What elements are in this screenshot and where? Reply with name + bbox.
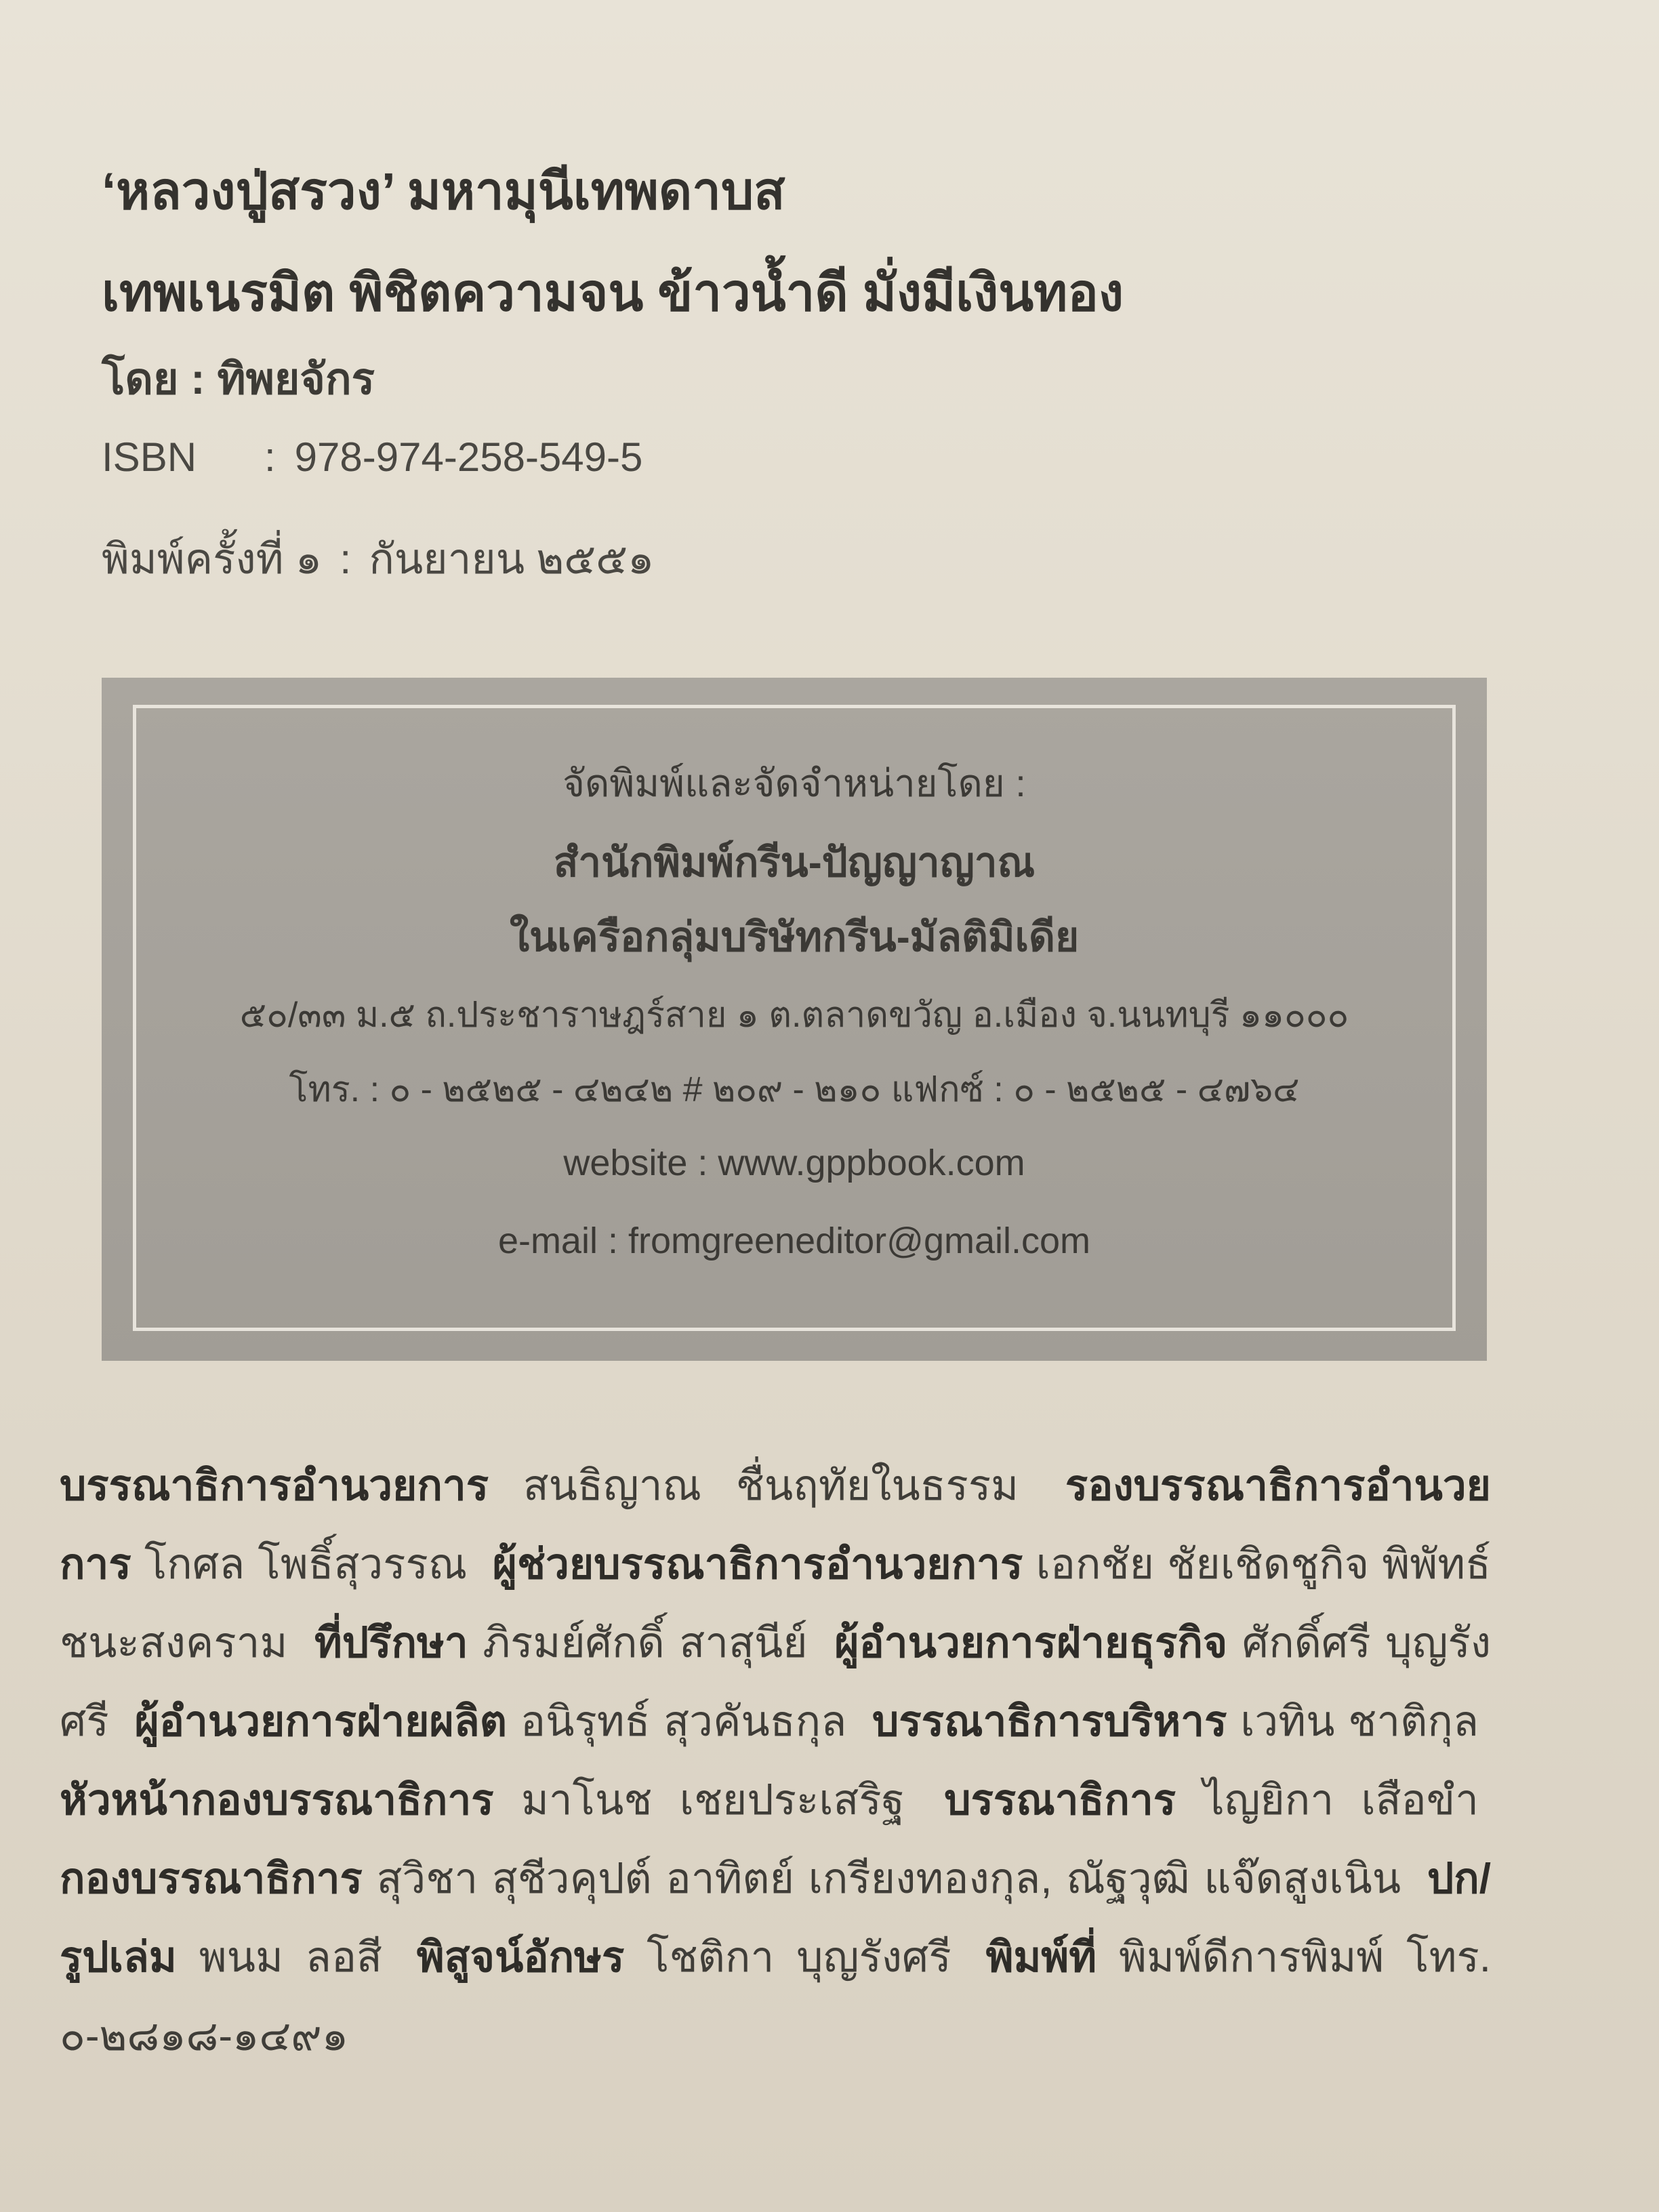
print-edition-line — [102, 526, 672, 592]
credit-role: พิมพ์ที่ — [985, 1934, 1097, 1981]
publisher-intro: จัดพิมพ์และจัดจำหน่ายโดย : — [562, 762, 1026, 804]
credit-name: ศักดิ์ศรี บุญรังศรี — [60, 1620, 1491, 1745]
credit-role: พิสูจน์อักษร — [416, 1934, 625, 1981]
isbn-line — [102, 434, 642, 480]
book-subtitle: เทพเนรมิต พิชิตความจน ข้าวน้ำดี มั่งมีเงินทอง — [102, 264, 1124, 322]
credit-name: อนิรุทธ์ สุวคันธกุล — [520, 1698, 847, 1745]
publisher-name: สำนักพิมพ์กรีน-ปัญญาญาณ — [553, 840, 1036, 885]
credit-role: ผู้อำนวยการฝ่ายธุรกิจ — [834, 1620, 1228, 1666]
credit-name: เอกชัย ชัยเชิดชูกิจ พิพัทธ์ ชนะสงคราม — [60, 1541, 1491, 1666]
credit-name: สนธิญาณ ชื่นฤทัยในธรรม — [523, 1462, 1019, 1509]
publisher-box-frame — [133, 705, 1456, 1331]
isbn-value: 978-974-258-549-5 — [294, 434, 643, 480]
credit-role: กองบรรณาธิการ — [60, 1856, 363, 1902]
author-name: ทิพยจักร — [217, 354, 375, 403]
isbn-separator: : — [264, 434, 276, 480]
credit-name: พิมพ์ดีการพิมพ์ โทร. ๐-๒๘๑๘-๑๔๙๑ — [60, 1934, 1491, 2060]
credit-name: ภิรมย์ศักดิ์ สาสุนีย์ — [483, 1620, 808, 1666]
credit-name: ไญยิกา เสือขำ — [1203, 1777, 1479, 1824]
credit-name: มาโนช เชยประเสริฐ — [520, 1777, 905, 1824]
publisher-box — [102, 678, 1487, 1361]
print-edition-label: พิมพ์ครั้งที่ ๑ — [102, 536, 323, 583]
author-line — [102, 344, 375, 413]
credit-role: ปก/รูปเล่ม — [60, 1856, 1491, 1981]
credit-name: โชติกา บุญรังศรี — [647, 1934, 951, 1981]
credit-role: ผู้อำนวยการฝ่ายผลิต — [134, 1698, 508, 1745]
credit-name: พนม ลอสี — [199, 1934, 382, 1981]
isbn-label: ISBN — [102, 434, 197, 480]
publisher-email: e-mail : fromgreeneditor@gmail.com — [497, 1221, 1091, 1261]
credit-role: บรรณาธิการบริหาร — [872, 1698, 1227, 1745]
publisher-group: ในเครือกลุ่มบริษัทกรีน-มัลติมิเดีย — [509, 914, 1080, 960]
credit-name: โกศล โพธิ์สุวรรณ — [144, 1541, 468, 1588]
credit-role: ผู้ช่วยบรรณาธิการอำนวยการ — [492, 1541, 1023, 1588]
print-separator: : — [340, 536, 352, 583]
print-date: กันยายน ๒๕๕๑ — [369, 536, 655, 583]
staff-credits — [60, 1447, 1491, 2076]
publisher-phone: โทร. : ๐ - ๒๕๒๕ - ๔๒๔๒ # ๒๐๙ - ๒๑๐ แฟกซ์ : ๐ - ๒๕๒๕ - ๔๗๖๔ — [289, 1070, 1300, 1109]
publisher-website: website : www.gppbook.com — [563, 1143, 1025, 1183]
credit-name: เวทิน ชาติกุล — [1240, 1698, 1479, 1745]
credit-name: สุวิชา สุชีวคุปต์ อาทิตย์ เกรียงทองกุล, ณัฐวุฒิ แจ๊ดสูงเนิน — [376, 1856, 1401, 1902]
author-label: โดย : — [102, 354, 205, 403]
credit-role: รองบรรณาธิการอำนวยการ — [60, 1462, 1491, 1588]
credit-role: บรรณาธิการอำนวยการ — [60, 1462, 489, 1509]
credit-role: บรรณาธิการ — [944, 1777, 1176, 1824]
credit-role: ที่ปรึกษา — [314, 1620, 468, 1666]
credit-role: หัวหน้ากองบรรณาธิการ — [60, 1777, 494, 1824]
publisher-address: ๕๐/๓๓ ม.๕ ถ.ประชาราษฎร์สาย ๑ ต.ตลาดขวัญ อ.เมือง จ.นนทบุรี ๑๑๐๐๐ — [239, 996, 1349, 1035]
book-title: ‘หลวงปู่สรวง’ มหามุนีเทพดาบส — [102, 163, 785, 220]
